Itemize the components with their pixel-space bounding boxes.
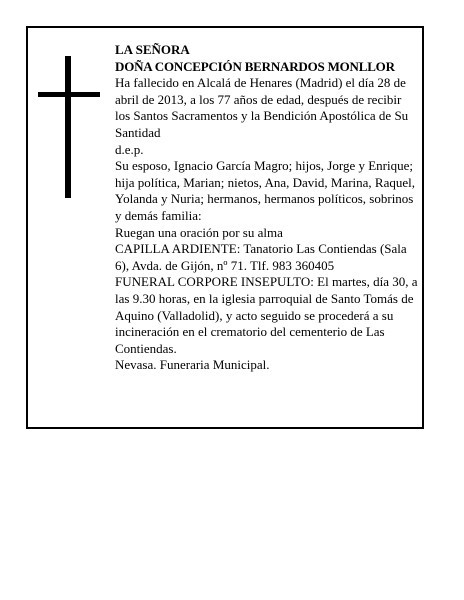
notice-text <box>115 42 419 374</box>
obituary-notice <box>26 26 424 429</box>
death-statement: Ha fallecido en Alcalá de Henares (Madrid) el día 28 de abril de 2013, a los 77 años de edad, después de recibir los Santos Sacramentos y la Bendición Apostólica de Su Santidad <box>115 75 409 140</box>
funeral-info: FUNERAL CORPORE INSEPULTO: El martes, día 30, a las 9.30 horas, en la iglesia parroquial de Santo Tomás de Aquino (Valladolid), y acto seguido se procederá a su incineración en el crematorio del cementerio de Las Contiendas. <box>115 274 418 356</box>
family-list: Su esposo, Ignacio García Magro; hijos, Jorge y Enrique; hija política, Marian; nietos, Ana, David, Marina, Raquel, Yolanda y Nuria; hermanos, hermanos políticos, sobrinos y demás familia: <box>115 158 416 223</box>
cross-vertical-bar <box>65 56 71 198</box>
chapel-info: CAPILLA ARDIENTE: Tanatorio Las Contiendas (Sala 6), Avda. de Gijón, nº 71. Tlf. 983 360405 <box>115 241 407 273</box>
funeral-home: Nevasa. Funeraria Municipal. <box>115 357 270 373</box>
notice-title: LA SEÑORA <box>115 42 190 57</box>
cross-icon <box>38 56 100 198</box>
deceased-name: DOÑA CONCEPCIÓN BERNARDOS MONLLOR <box>115 58 395 74</box>
prayer-request: Ruegan una oración por su alma <box>115 224 283 240</box>
cross-horizontal-bar <box>38 92 100 97</box>
rip-text: d.e.p. <box>115 141 144 157</box>
